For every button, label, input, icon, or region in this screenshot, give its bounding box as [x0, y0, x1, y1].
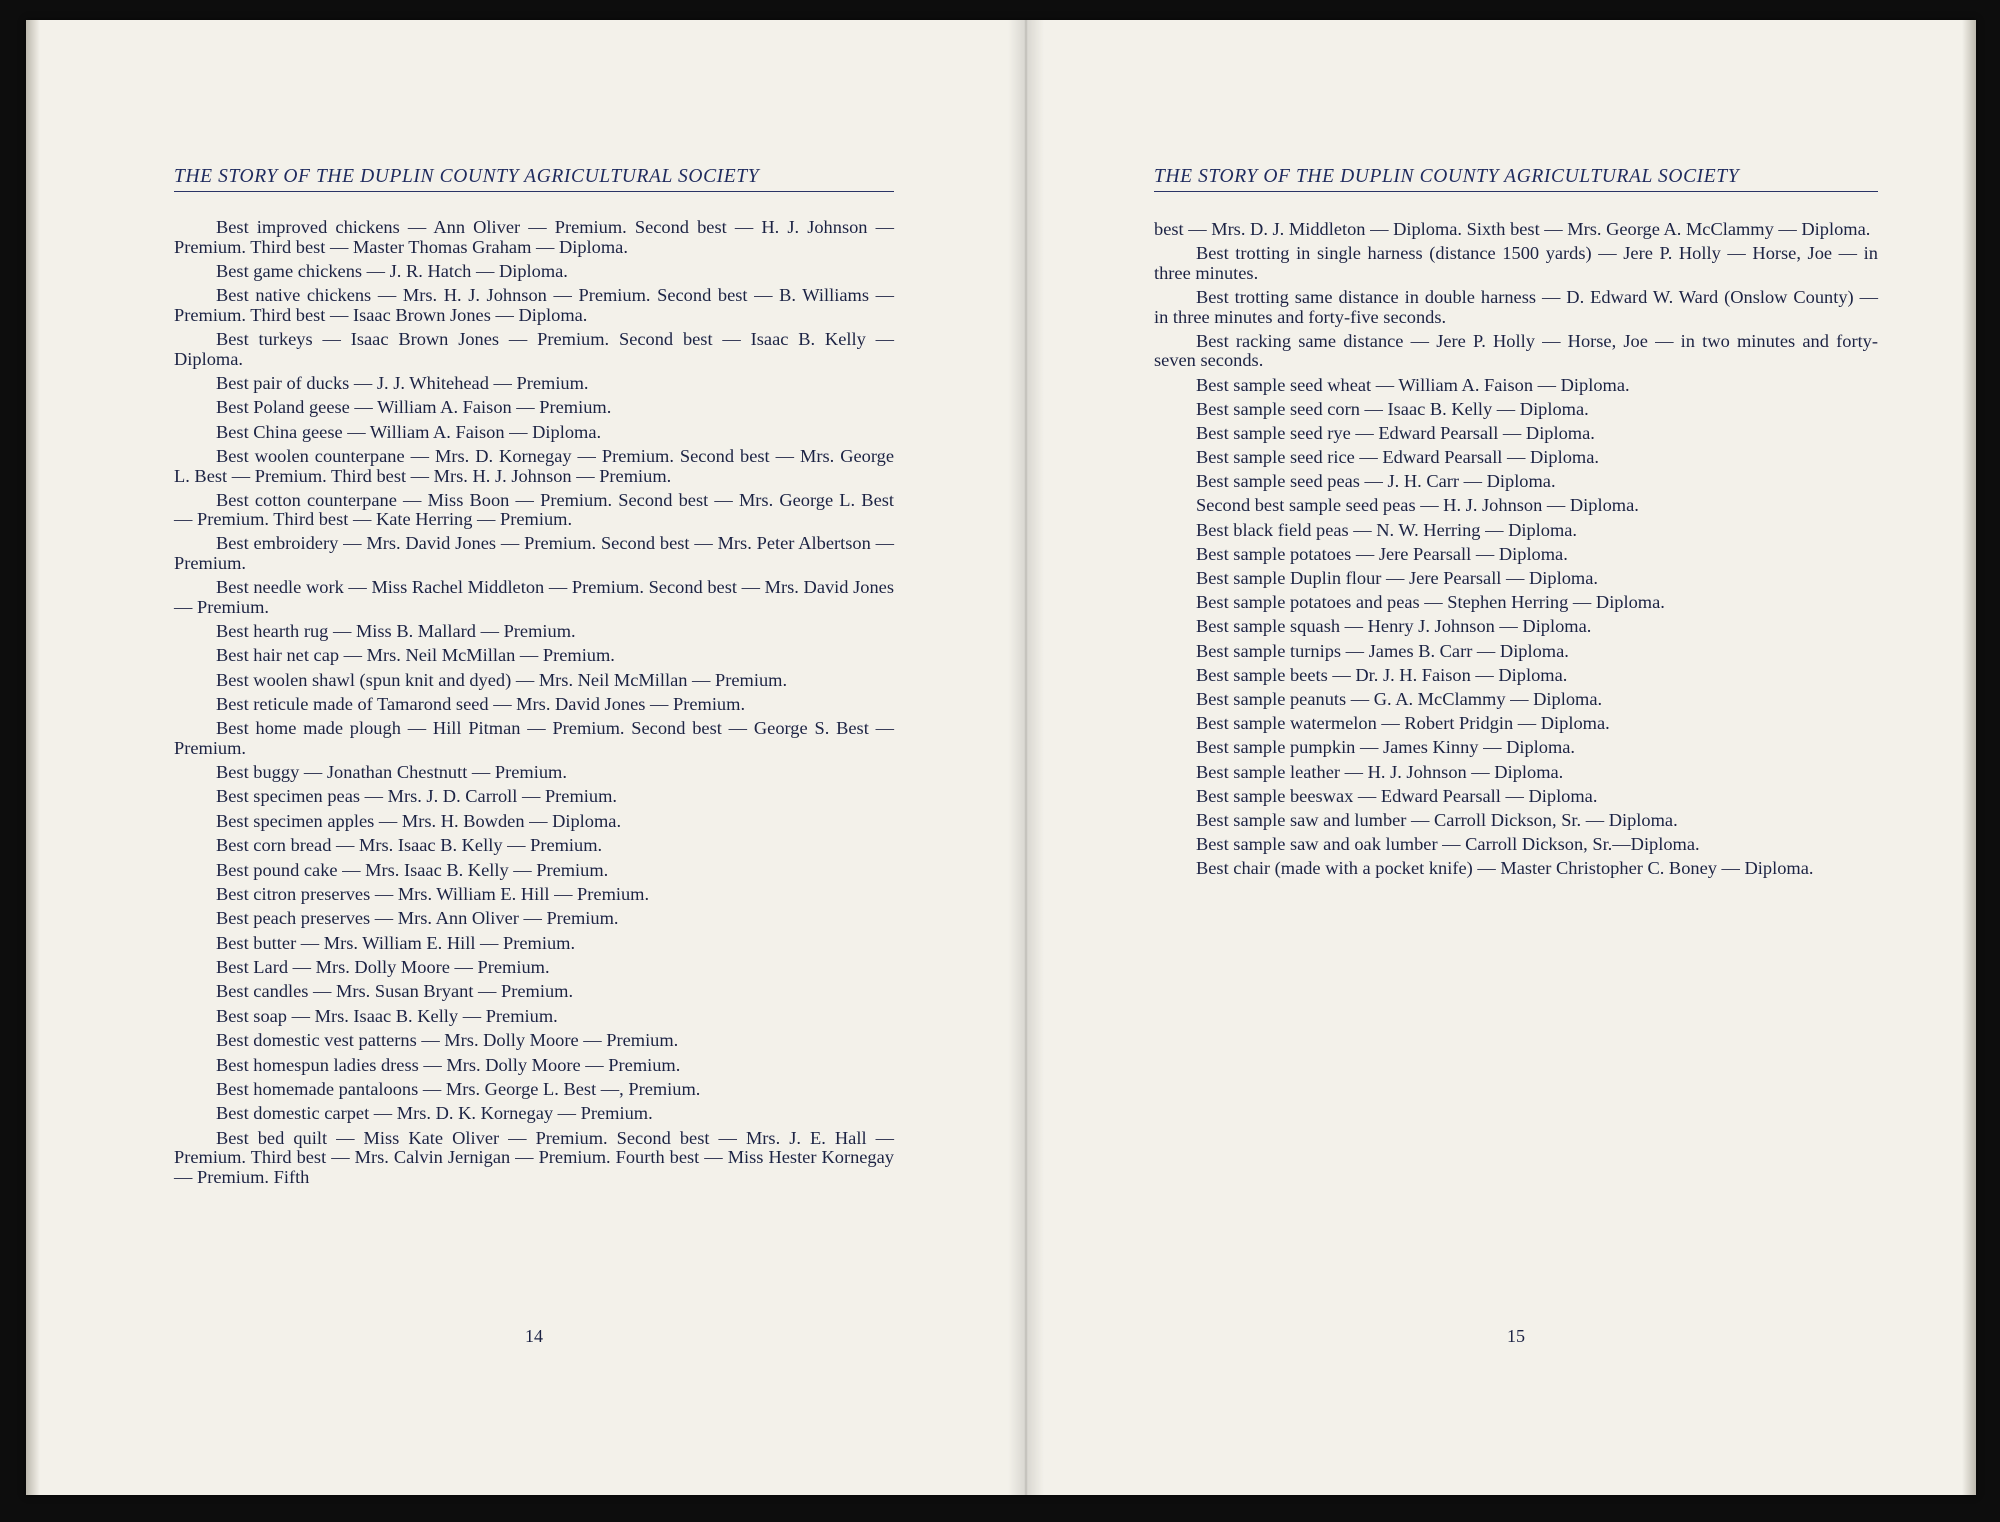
- award-entry: Best homespun ladies dress — Mrs. Dolly Moore — Premium.: [216, 1054, 681, 1075]
- right-page-edge: [1962, 20, 1976, 1495]
- award-entry: Best game chickens — J. R. Hatch — Diploma.: [216, 260, 568, 281]
- award-entry: Best sample beeswax — Edward Pearsall — Diploma.: [1196, 785, 1598, 806]
- award-entry: Best sample seed peas — J. H. Carr — Diploma.: [1196, 471, 1556, 492]
- award-entry: Best specimen apples — Mrs. H. Bowden — Diploma.: [216, 810, 622, 831]
- award-entry: Best sample seed corn — Isaac B. Kelly — Diploma.: [1196, 398, 1589, 419]
- award-entry: Best sample saw and lumber — Carroll Dickson, Sr. — Diploma.: [1196, 809, 1678, 830]
- award-entry: Best chair (made with a pocket knife) — Master Christopher C. Boney — Diploma.: [1196, 858, 1814, 879]
- award-entry: Best reticule made of Tamarond seed — Mrs. David Jones — Premium.: [216, 694, 746, 714]
- award-entry: Best China geese — William A. Faison — Diploma.: [216, 421, 602, 442]
- right-page: [1154, 20, 1878, 1495]
- award-entry: Best sample leather — H. J. Johnson — Diploma.: [1196, 761, 1564, 782]
- award-entry: Best buggy — Jonathan Chestnutt — Premium.: [216, 761, 567, 782]
- running-head-left: THE STORY OF THE DUPLIN COUNTY AGRICULTURAL SOCIETY: [174, 166, 894, 192]
- right-page-body: [1154, 220, 1878, 883]
- award-entry: Best sample Duplin flour — Jere Pearsall — Diploma.: [1196, 568, 1598, 589]
- award-entry: Best candles — Mrs. Susan Bryant — Premium.: [216, 981, 574, 1002]
- award-entry: Best improved chickens — Ann Oliver — Premium. Second best — H. J. Johnson — Premium. Third best — Master Thomas Graham — Diploma.: [174, 217, 894, 257]
- award-entry: Best sample seed rice — Edward Pearsall — Diploma.: [1196, 447, 1599, 468]
- award-entry: Best sample potatoes and peas — Stephen Herring — Diploma.: [1196, 592, 1665, 613]
- award-entry: Best sample turnips — James B. Carr — Diploma.: [1196, 640, 1569, 661]
- award-entry: Best sample squash — Henry J. Johnson — Diploma.: [1196, 616, 1592, 637]
- award-entry: Second best sample seed peas — H. J. Johnson — Diploma.: [1196, 495, 1639, 516]
- award-entry: Best butter — Mrs. William E. Hill — Premium.: [216, 932, 576, 953]
- award-entry: Best racking same distance — Jere P. Holly — Horse, Joe — in two minutes and forty-seven seconds.: [1154, 330, 1878, 371]
- award-entry: Best domestic vest patterns — Mrs. Dolly Moore — Premium.: [216, 1030, 679, 1051]
- award-entry: Best embroidery — Mrs. David Jones — Premium. Second best — Mrs. Peter Albertson — Premium.: [174, 533, 894, 574]
- left-page-edge: [26, 20, 40, 1495]
- award-entry: Best sample seed rye — Edward Pearsall — Diploma.: [1196, 422, 1595, 443]
- award-entry: Best sample pumpkin — James Kinny — Diploma.: [1196, 737, 1576, 758]
- award-entry-continuation: best — Mrs. D. J. Middleton — Diploma. Sixth best — Mrs. George A. McClammy — Diploma.: [1154, 219, 1871, 239]
- page-number-right: 15: [1507, 1326, 1525, 1346]
- award-entry: Best sample peanuts — G. A. McClammy — Diploma.: [1196, 688, 1603, 709]
- left-page: [174, 20, 894, 1495]
- award-entry: Best turkeys — Isaac Brown Jones — Premium. Second best — Isaac B. Kelly — Diploma.: [174, 328, 894, 369]
- award-entry: Best sample watermelon — Robert Pridgin — Diploma.: [1196, 713, 1610, 734]
- award-entry: Best woolen counterpane — Mrs. D. Kornegay — Premium. Second best — Mrs. George L. Best — Premium. Third best — Mrs. H. J. Johnson — Premium.: [174, 445, 894, 486]
- award-entry: Best hair net cap — Mrs. Neil McMillan — Premium.: [216, 645, 615, 666]
- award-entry: Best hearth rug — Miss B. Mallard — Premium.: [216, 621, 576, 642]
- award-entry: Best citron preserves — Mrs. William E. Hill — Premium.: [216, 883, 650, 904]
- award-entry: Best needle work — Miss Rachel Middleton — Premium. Second best — Mrs. David Jones — Premium.: [174, 577, 894, 617]
- left-page-body: [174, 218, 894, 1192]
- award-entry: Best home made plough — Hill Pitman — Premium. Second best — George S. Best — Premium.: [174, 718, 894, 758]
- award-entry: Best Lard — Mrs. Dolly Moore — Premium.: [216, 957, 550, 978]
- award-entry: Best woolen shawl (spun knit and dyed) — Mrs. Neil McMillan — Premium.: [216, 669, 788, 690]
- award-entry: Best Poland geese — William A. Faison — Premium.: [216, 397, 612, 418]
- award-entry: Best sample beets — Dr. J. H. Faison — Diploma.: [1196, 664, 1568, 685]
- running-head-right: THE STORY OF THE DUPLIN COUNTY AGRICULTURAL SOCIETY: [1154, 166, 1878, 192]
- award-entry: Best bed quilt — Miss Kate Oliver — Premium. Second best — Mrs. J. E. Hall — Premium. Third best — Mrs. Calvin Jernigan — Premium. Fourth best — Miss Hester Kornegay — Premium. Fifth: [174, 1127, 894, 1188]
- award-entry: Best specimen peas — Mrs. J. D. Carroll — Premium.: [216, 786, 617, 807]
- award-entry: Best homemade pantaloons — Mrs. George L. Best —, Premium.: [216, 1079, 701, 1100]
- award-entry: Best trotting same distance in double harness — D. Edward W. Ward (Onslow County) — in three minutes and forty-five seconds.: [1154, 286, 1878, 327]
- award-entry: Best pound cake — Mrs. Isaac B. Kelly — Premium.: [216, 859, 609, 880]
- award-entry: Best native chickens — Mrs. H. J. Johnson — Premium. Second best — B. Williams — Premium. Third best — Isaac Brown Jones — Diploma.: [174, 285, 894, 325]
- award-entry: Best soap — Mrs. Isaac B. Kelly — Premium.: [216, 1005, 558, 1026]
- award-entry: Best pair of ducks — J. J. Whitehead — Premium.: [216, 372, 589, 393]
- book-spread: [26, 20, 1976, 1495]
- book-spine-gutter: [1008, 20, 1044, 1495]
- award-entry: Best cotton counterpane — Miss Boon — Premium. Second best — Mrs. George L. Best — Premium. Third best — Kate Herring — Premium.: [174, 489, 894, 530]
- page-number-left: 14: [525, 1326, 543, 1346]
- award-entry: Best sample saw and oak lumber — Carroll Dickson, Sr.—Diploma.: [1196, 834, 1700, 855]
- award-entry: Best trotting in single harness (distance 1500 yards) — Jere P. Holly — Horse, Joe — in three minutes.: [1154, 243, 1878, 283]
- award-entry: Best domestic carpet — Mrs. D. K. Kornegay — Premium.: [216, 1103, 653, 1124]
- award-entry: Best corn bread — Mrs. Isaac B. Kelly — Premium.: [216, 835, 603, 856]
- award-entry: Best black field peas — N. W. Herring — Diploma.: [1196, 519, 1578, 540]
- award-entry: Best sample seed wheat — William A. Faison — Diploma.: [1196, 374, 1630, 395]
- award-entry: Best peach preserves — Mrs. Ann Oliver — Premium.: [216, 908, 619, 929]
- award-entry: Best sample potatoes — Jere Pearsall — Diploma.: [1196, 543, 1568, 564]
